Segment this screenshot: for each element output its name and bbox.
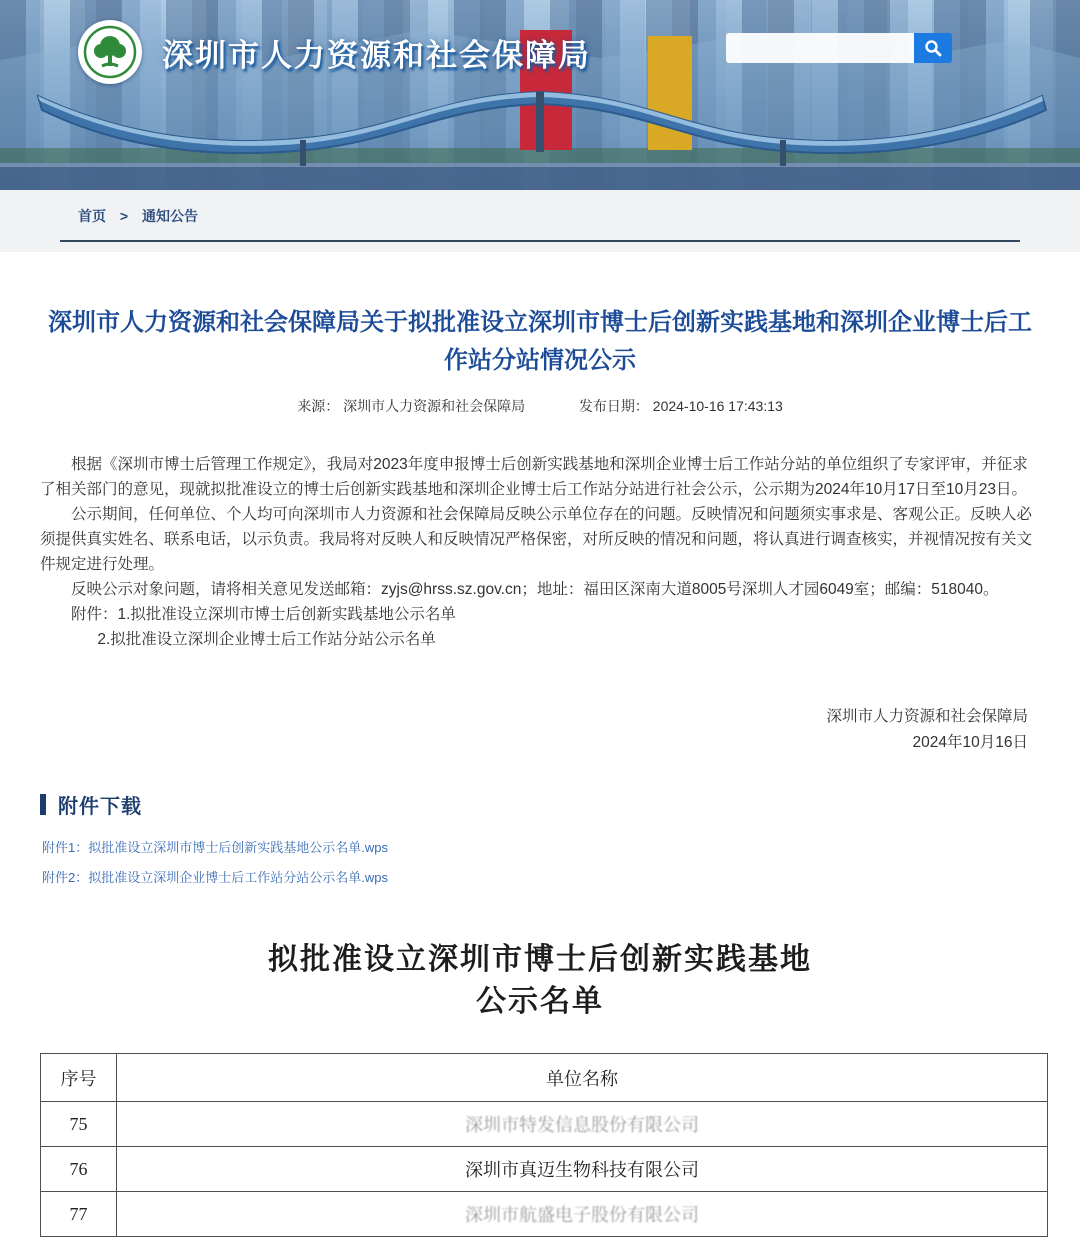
attachment-download-link[interactable] <box>42 863 1040 893</box>
attachment-list-line2: 2.拟批准设立深圳企业博士后工作站分站公示名单 <box>97 631 436 648</box>
table-header-row <box>41 1054 1048 1102</box>
header-banner <box>0 0 1080 190</box>
attachment-file-link[interactable]: 附件2：拟批准设立深圳企业博士后工作站分站公示名单.wps <box>42 870 388 885</box>
table-head <box>41 1054 1048 1102</box>
downloads-section-header <box>40 790 1040 819</box>
public-list-table <box>40 1053 1048 1237</box>
breadcrumb-bar <box>0 190 1080 252</box>
article-content <box>0 304 1080 1237</box>
publish-date-label: 发布日期： <box>578 398 649 414</box>
table-row <box>41 1102 1048 1147</box>
brand <box>78 20 591 84</box>
attachment-file-link[interactable]: 附件1：拟批准设立深圳市博士后创新实践基地公示名单.wps <box>42 840 388 855</box>
row-index-cell: 77 <box>41 1192 117 1237</box>
signature-org: 深圳市人力资源和社会保障局 <box>826 708 1028 725</box>
source-value: 深圳市人力资源和社会保障局 <box>343 398 526 414</box>
search-bar <box>726 33 952 63</box>
column-header-no: 序号 <box>41 1054 117 1102</box>
article-meta <box>40 396 1040 416</box>
row-index-cell: 76 <box>41 1147 117 1192</box>
company-name-cell: 深圳市航盛电子股份有限公司 <box>117 1192 1048 1237</box>
search-input[interactable] <box>726 33 914 63</box>
breadcrumb-separator: > <box>119 208 129 224</box>
attachment-list-line1: 附件：1.拟批准设立深圳市博士后创新实践基地公示名单 <box>71 606 456 623</box>
section-accent-bar <box>40 794 46 815</box>
signature-date: 2024年10月16日 <box>912 734 1028 751</box>
document-title-line2: 公示名单 <box>476 985 604 1018</box>
article-title: 深圳市人力资源和社会保障局关于拟批准设立深圳市博士后创新实践基地和深圳企业博士后工作站分站情况公示 <box>48 309 1032 374</box>
bureau-logo <box>78 20 142 84</box>
company-name-cell: 深圳市真迈生物科技有限公司 <box>117 1147 1048 1192</box>
signature-block <box>40 704 1040 756</box>
paragraph: 反映公示对象问题，请将相关意见发送邮箱：zyjs@hrss.sz.gov.cn；地址：福田区深南大道8005号深圳人才园6049室；邮编：518040。 <box>71 581 999 598</box>
column-header-name: 单位名称 <box>117 1054 1048 1102</box>
table-row <box>41 1192 1048 1237</box>
table-row <box>41 1147 1048 1192</box>
article-body <box>40 452 1040 652</box>
embedded-document <box>40 939 1040 1237</box>
downloads-section-title: 附件下载 <box>58 796 142 818</box>
publish-date-value: 2024-10-16 17:43:13 <box>652 398 783 414</box>
row-index-cell: 75 <box>41 1102 117 1147</box>
downloads-list <box>42 833 1040 893</box>
search-icon <box>924 39 942 57</box>
breadcrumb-home-link[interactable]: 首页 <box>78 208 106 224</box>
paragraph: 公示期间，任何单位、个人均可向深圳市人力资源和社会保障局反映公示单位存在的问题。反映情况和问题须实事求是、客观公正。反映人必须提供真实姓名、联系电话，以示负责。我局将对反映人和反映情况严格保密，对所反映的情况和问题，将认真进行调查核实，并视情况按有关文件规定进行处理。 <box>40 506 1033 573</box>
source-label: 来源： <box>297 398 340 414</box>
attachment-download-link[interactable] <box>42 833 1040 863</box>
site-title: 深圳市人力资源和社会保障局 <box>162 37 591 73</box>
search-button[interactable] <box>914 33 952 63</box>
company-name-cell: 深圳市特发信息股份有限公司 <box>117 1102 1048 1147</box>
paragraph: 根据《深圳市博士后管理工作规定》，我局对2023年度申报博士后创新实践基地和深圳企业博士后工作站分站的单位组织了专家评审，并征求了相关部门的意见，现就拟批准设立的博士后创新实践基地和深圳企业博士后工作站分站进行社会公示，公示期为2024年10月17日至10月23日。 <box>40 456 1028 498</box>
breadcrumb-current-link[interactable]: 通知公告 <box>141 208 198 224</box>
document-title-line1: 拟批准设立深圳市博士后创新实践基地 <box>268 943 812 976</box>
tree-logo-icon <box>82 24 138 80</box>
table-body <box>41 1102 1048 1237</box>
breadcrumb <box>60 206 1020 242</box>
